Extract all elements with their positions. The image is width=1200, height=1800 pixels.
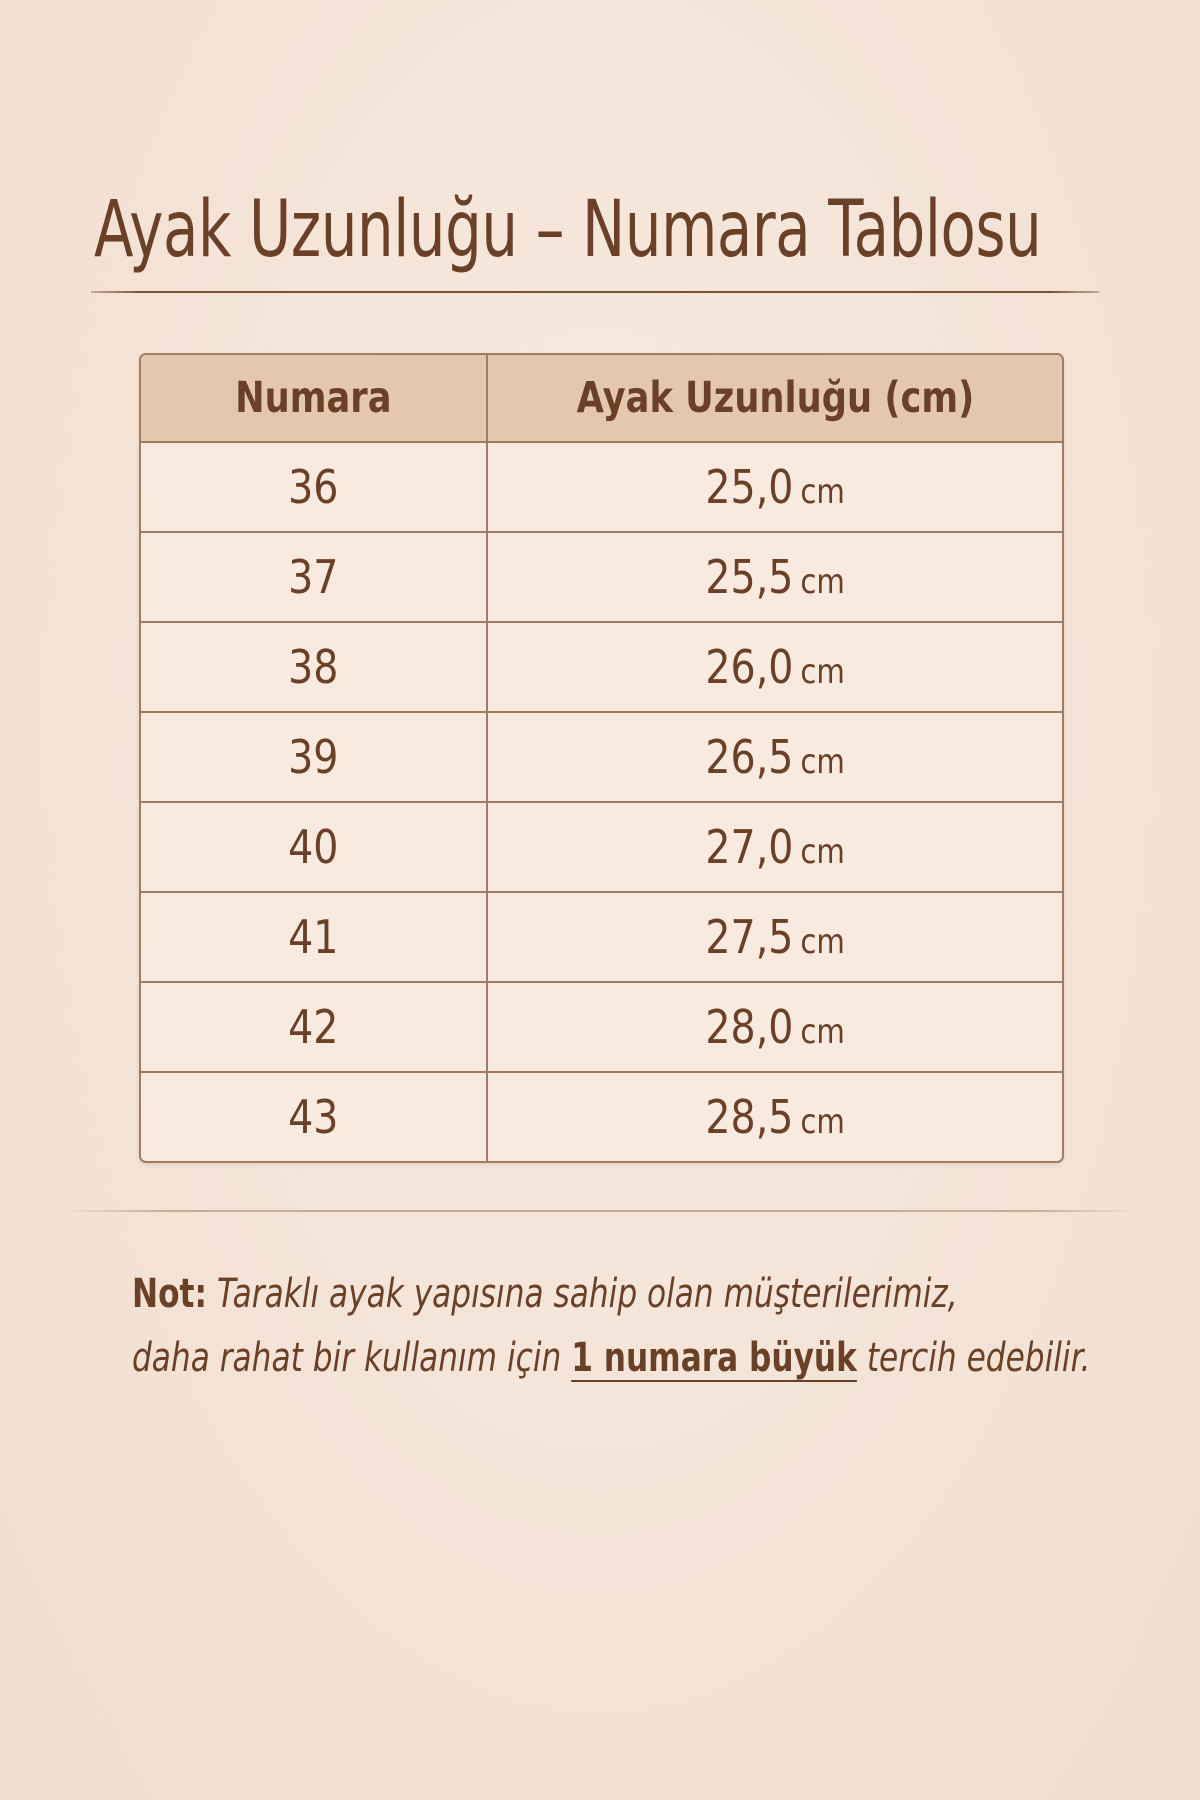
length-cell xyxy=(488,713,1062,801)
length-value: 28,5 xyxy=(705,1090,794,1144)
size-value: 42 xyxy=(288,1000,339,1054)
header-cell-length xyxy=(488,355,1062,441)
unit-label: cm xyxy=(800,832,845,872)
size-table xyxy=(139,353,1064,1163)
table-row xyxy=(141,711,1062,801)
header-label: Numara xyxy=(235,373,392,423)
size-cell xyxy=(141,533,488,621)
length-cell xyxy=(488,803,1062,891)
size-cell xyxy=(141,713,488,801)
size-cell xyxy=(141,1073,488,1161)
title-divider xyxy=(91,291,1099,293)
length-cell xyxy=(488,533,1062,621)
size-value: 43 xyxy=(288,1090,339,1144)
table-row xyxy=(141,1071,1062,1161)
table-header-row xyxy=(141,355,1062,441)
size-value: 37 xyxy=(288,550,339,604)
length-value: 25,0 xyxy=(705,460,794,514)
note-label: Not: xyxy=(132,1271,207,1317)
length-value: 26,0 xyxy=(705,640,794,694)
size-value: 40 xyxy=(288,820,339,874)
note-block xyxy=(132,1262,1090,1390)
table-row xyxy=(141,531,1062,621)
unit-label: cm xyxy=(800,562,845,602)
unit-label: cm xyxy=(800,1102,845,1142)
table-row xyxy=(141,621,1062,711)
length-value: 25,5 xyxy=(705,550,794,604)
length-cell xyxy=(488,893,1062,981)
length-value: 26,5 xyxy=(705,730,794,784)
size-cell xyxy=(141,623,488,711)
table-row xyxy=(141,801,1062,891)
size-value: 41 xyxy=(288,910,339,964)
note-line-1 xyxy=(132,1262,1090,1326)
table-row xyxy=(141,441,1062,531)
page-title: Ayak Uzunluğu – Numara Tablosu xyxy=(94,185,1042,275)
header-cell-size xyxy=(141,355,488,441)
unit-label: cm xyxy=(800,652,845,692)
size-cell xyxy=(141,803,488,891)
size-cell xyxy=(141,443,488,531)
note-text: daha rahat bir kullanım için xyxy=(132,1335,562,1381)
unit-label: cm xyxy=(800,922,845,962)
unit-label: cm xyxy=(800,742,845,782)
length-value: 28,0 xyxy=(705,1000,794,1054)
note-text: Taraklı ayak yapısına sahip olan müşterilerimiz, xyxy=(216,1271,958,1317)
size-value: 36 xyxy=(288,460,339,514)
size-value: 38 xyxy=(288,640,339,694)
length-cell xyxy=(488,443,1062,531)
header-label: Ayak Uzunluğu (cm) xyxy=(576,373,974,423)
length-value: 27,0 xyxy=(705,820,794,874)
size-cell xyxy=(141,893,488,981)
table-row xyxy=(141,981,1062,1071)
note-emphasis: 1 numara büyük xyxy=(571,1335,857,1381)
length-cell xyxy=(488,623,1062,711)
unit-label: cm xyxy=(800,472,845,512)
note-text: tercih edebilir. xyxy=(866,1335,1091,1381)
unit-label: cm xyxy=(800,1012,845,1052)
size-value: 39 xyxy=(288,730,339,784)
length-cell xyxy=(488,983,1062,1071)
size-cell xyxy=(141,983,488,1071)
table-row xyxy=(141,891,1062,981)
length-value: 27,5 xyxy=(705,910,794,964)
note-line-2 xyxy=(132,1326,1090,1390)
length-cell xyxy=(488,1073,1062,1161)
section-divider xyxy=(60,1210,1140,1212)
